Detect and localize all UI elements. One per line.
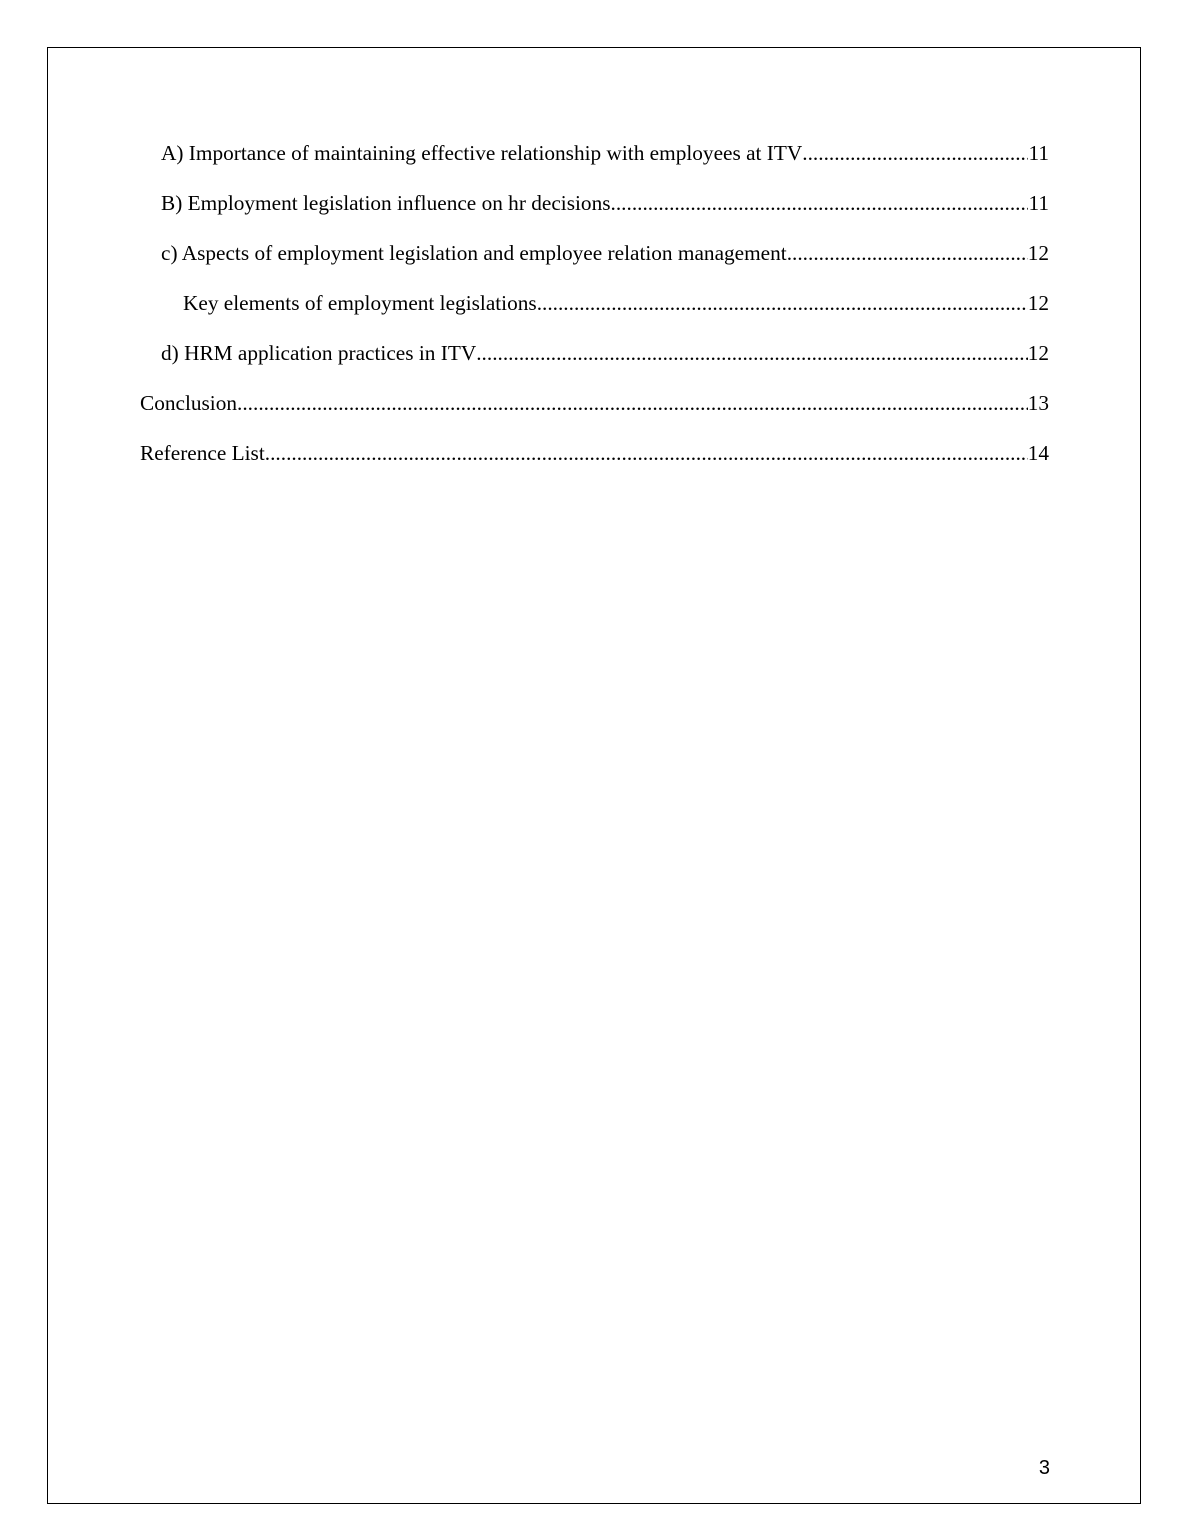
toc-entry-page: 11 xyxy=(1028,141,1049,165)
toc-entry[interactable] xyxy=(140,390,1049,416)
toc-dot-leader xyxy=(611,190,1029,216)
toc-dot-leader xyxy=(237,390,1028,416)
toc-entry-title: Reference List xyxy=(140,441,265,465)
toc-dot-leader xyxy=(802,140,1028,166)
toc-entry-page: 14 xyxy=(1027,441,1049,465)
toc-entry[interactable] xyxy=(161,240,1049,266)
toc-entry-title: A) Importance of maintaining effective relationship with employees at ITV xyxy=(161,141,803,165)
toc-dot-leader xyxy=(265,440,1028,466)
toc-entry-title: c) Aspects of employment legislation and employee relation management xyxy=(161,241,787,265)
toc-entry[interactable] xyxy=(161,140,1049,166)
toc-entry-title: B) Employment legislation influence on hr decisions xyxy=(161,191,611,215)
toc-dot-leader xyxy=(537,290,1028,316)
toc-entry-page: 12 xyxy=(1027,291,1049,315)
toc-entry-page: 11 xyxy=(1028,191,1049,215)
toc-entry[interactable] xyxy=(183,290,1049,316)
toc-dot-leader xyxy=(476,340,1027,366)
toc-entry-page: 12 xyxy=(1027,241,1049,265)
toc-dot-leader xyxy=(787,240,1028,266)
toc-entry-title: Conclusion xyxy=(140,391,238,415)
toc-entry-title: Key elements of employment legislations xyxy=(183,291,537,315)
toc-entry[interactable] xyxy=(161,190,1049,216)
toc-entry-page: 13 xyxy=(1027,391,1049,415)
toc-entry[interactable] xyxy=(140,440,1049,466)
toc-entry-title: d) HRM application practices in ITV xyxy=(161,341,477,365)
toc-entry[interactable] xyxy=(161,340,1049,366)
toc-entry-page: 12 xyxy=(1027,341,1049,365)
page-number: 3 xyxy=(1038,1457,1050,1479)
